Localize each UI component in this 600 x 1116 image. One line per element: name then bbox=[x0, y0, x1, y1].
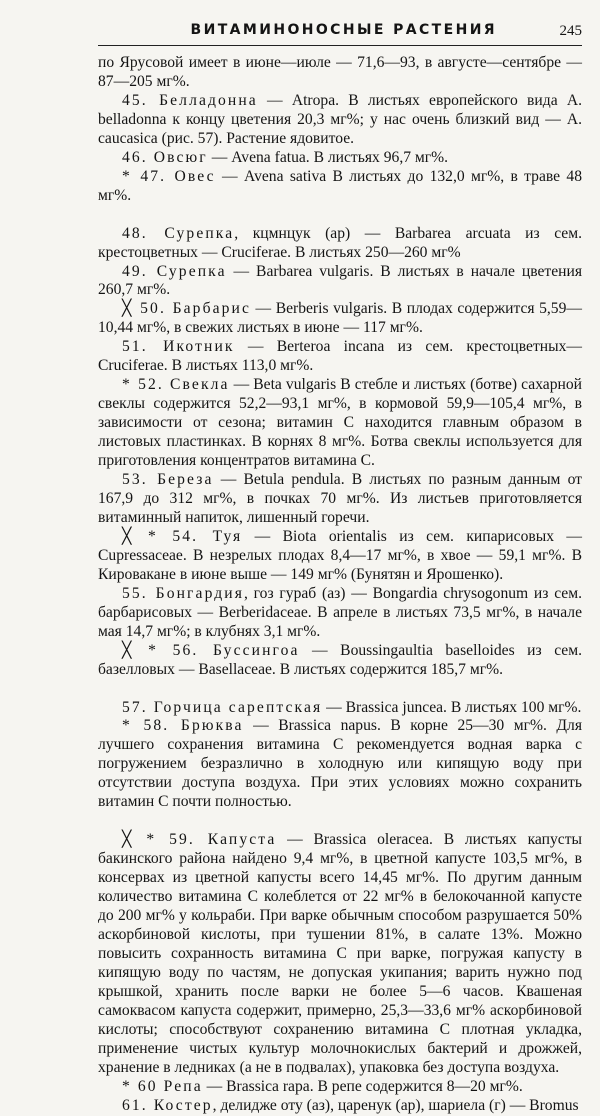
entry-heading: * 60 Репа bbox=[122, 1077, 203, 1095]
entry-heading: * 47. Овес bbox=[122, 167, 216, 185]
entry-paragraph bbox=[98, 263, 582, 301]
entry-paragraph bbox=[98, 54, 582, 92]
entry-heading: 49. Сурепка bbox=[122, 262, 227, 280]
entry-text: , делидже оту (аз), царенук (ар), шариела (г) — Bromus bbox=[212, 1096, 579, 1114]
entry-text: — Brassica napus. В корне 25—30 мг%. Для лучшего сохранения витамина С рекомендуется водная варка с погружением безразлично в холодную или кипящую воду при отсутствии доступа воздуха. При этих условиях можно сохранить витамин С почти полностью. bbox=[98, 717, 582, 811]
entry-heading: 57. Горчица сарептская bbox=[122, 698, 323, 716]
entry-heading: * 58. Брюква bbox=[122, 717, 244, 735]
page-number: 245 bbox=[559, 23, 582, 39]
paragraph-gap bbox=[98, 206, 582, 225]
entry-paragraph bbox=[98, 1097, 582, 1116]
entry-paragraph bbox=[98, 699, 582, 718]
entry-text: — Berberis vulgaris. В плодах содержится 5,59—10,44 мг%, в свежих листьях в июне — 117 мг%. bbox=[98, 300, 582, 337]
header-rule bbox=[98, 45, 582, 46]
entry-paragraph bbox=[98, 225, 582, 263]
entry-paragraph bbox=[98, 585, 582, 642]
header-title: ВИТАМИНОНОСНЫЕ РАСТЕНИЯ bbox=[190, 22, 497, 38]
entry-text: — Boussingaultia baselloides из сем. базелловых — Basellaceae. В листьях содержится 185,7 мг%. bbox=[98, 641, 582, 678]
entry-heading: * 52. Свекла bbox=[122, 376, 230, 394]
entry-paragraph bbox=[98, 149, 582, 168]
paragraph-gap bbox=[98, 812, 582, 831]
entry-heading: ╳ * 56. Буссингоа bbox=[122, 641, 300, 659]
entry-text: — Brassica oleracea. В листьях капусты бакинского района найдено 9,4 мг%, в цветной капусте 103,5 мг%, в консервах из цветной капусты всего 14,45 мг%. По другим данным количество витамина С колеблется от 22 мг% в белокочанной капусте до 200 мг% у кольраби. При варке обычным способом разрушается 50% аскорбиновой кислоты, при тушении 81%, в салате 13%. Можно повысить сохранность витамина С при варке, погружая капусту в кипящую воду по частям, не допуская укипания; варить нужно под крышкой, хранить после варки не более 5—6 часов. Квашеная самоквасом капуста содержит, примерно, 25,3—33,6 мг% аскорбиновой кислоты; способствуют сохранению витамина С плотная укладка, применение чистых культур молочнокислых бактерий и дрожжей, хранение в ледниках (а не в подвалах), упаковка без доступа воздуха. bbox=[98, 831, 582, 1076]
paragraph-gap bbox=[98, 680, 582, 699]
entry-paragraph bbox=[98, 300, 582, 338]
entry-heading: 53. Береза bbox=[122, 471, 214, 489]
entry-paragraph bbox=[98, 376, 582, 471]
entry-text: — Atropa. В листьях европейского вида A. belladonna к концу цветения 20,3 мг%; у нас очень близкий вид — A. caucasica (рис. 57). Растение ядовитое. bbox=[98, 91, 582, 147]
entry-text: , гоз гураб (аз) — Bongardia chrysogonum из сем. барбарисовых — Berberidaceae. В апреле в листьях 73,5 мг%, в начале мая 14,7 мг%; в клубнях 3,1 мг%. bbox=[98, 584, 582, 640]
entry-paragraph bbox=[98, 338, 582, 376]
entry-text: — Barbarea vulgaris. В листьях в начале цветения 260,7 мг%. bbox=[98, 262, 582, 299]
entry-text: — Betula pendula. В листьях по разным данным от 167,9 до 312 мг%, в почках 70 мг%. Из листьев приготовляется витаминный напиток, лишенный горечи. bbox=[98, 471, 582, 526]
entry-text: — Brassica juncea. В листьях 100 мг%. bbox=[322, 698, 582, 716]
running-header bbox=[98, 22, 582, 46]
entry-paragraph bbox=[98, 642, 582, 680]
entry-paragraph bbox=[98, 168, 582, 206]
entry-heading: 48. Сурепка bbox=[122, 224, 235, 242]
entry-heading: ╳ * 54. Туя bbox=[122, 527, 243, 545]
entry-paragraph bbox=[98, 1078, 582, 1097]
entry-text: — Avena fatua. В листьях 96,7 мг%. bbox=[207, 148, 449, 166]
entry-heading: ╳ 50. Барбарис bbox=[122, 300, 251, 318]
entry-paragraph bbox=[98, 92, 582, 149]
entry-heading: 51. Икотник bbox=[122, 338, 235, 356]
entry-text: — Beta vulgaris В стебле и листьях (ботве) сахарной свеклы содержится 52,2—93,1 мг%, в кормовой 59,9—105,4 мг%, в зависимости от сезона; витамин С находится главным образом в листовых пластинках. В корнях 8 мг%. Ботва свеклы используется для приготовления концентратов витамина С. bbox=[98, 376, 582, 470]
entry-heading: 61. Костер bbox=[122, 1096, 213, 1114]
entry-paragraph bbox=[98, 528, 582, 585]
entry-paragraph bbox=[98, 831, 582, 1077]
entry-text: — Biota orientalis из сем. кипарисовых — Cupressaceae. В незрелых плодах 8,4—17 мг%, в хвое — 59,1 мг%. В Кировакане в июне выше — 149 мг% (Бунятян и Ярошенко). bbox=[98, 527, 582, 583]
entry-paragraph bbox=[98, 717, 582, 812]
entry-heading: ╳ * 59. Капуста bbox=[122, 831, 277, 849]
entry-text: — Avena sativa В листьях до 132,0 мг%, в траве 48 мг%. bbox=[98, 167, 583, 204]
entry-heading: 55. Бонгардия bbox=[122, 584, 245, 602]
entry-paragraph bbox=[98, 471, 582, 528]
entry-heading: 46. Овсюг bbox=[122, 148, 208, 166]
entry-heading: 45. Белладонна bbox=[122, 91, 258, 109]
entries-body bbox=[98, 54, 582, 1116]
entry-text: по Ярусовой имеет в июне—июле — 71,6—93, в августе—сентябре — 87—205 мг%. bbox=[98, 54, 582, 90]
entry-text: , кцмнцук (ар) — Barbarea arcuata из сем. крестоцветных — Cruciferae. В листьях 250—260 мг% bbox=[98, 224, 582, 261]
entry-text: — Berteroa incana из сем. крестоцветных—Cruciferae. В листьях 113,0 мг%. bbox=[98, 338, 582, 375]
entry-text: — Brassica rapa. В репе содержится 8—20 мг%. bbox=[202, 1077, 523, 1095]
